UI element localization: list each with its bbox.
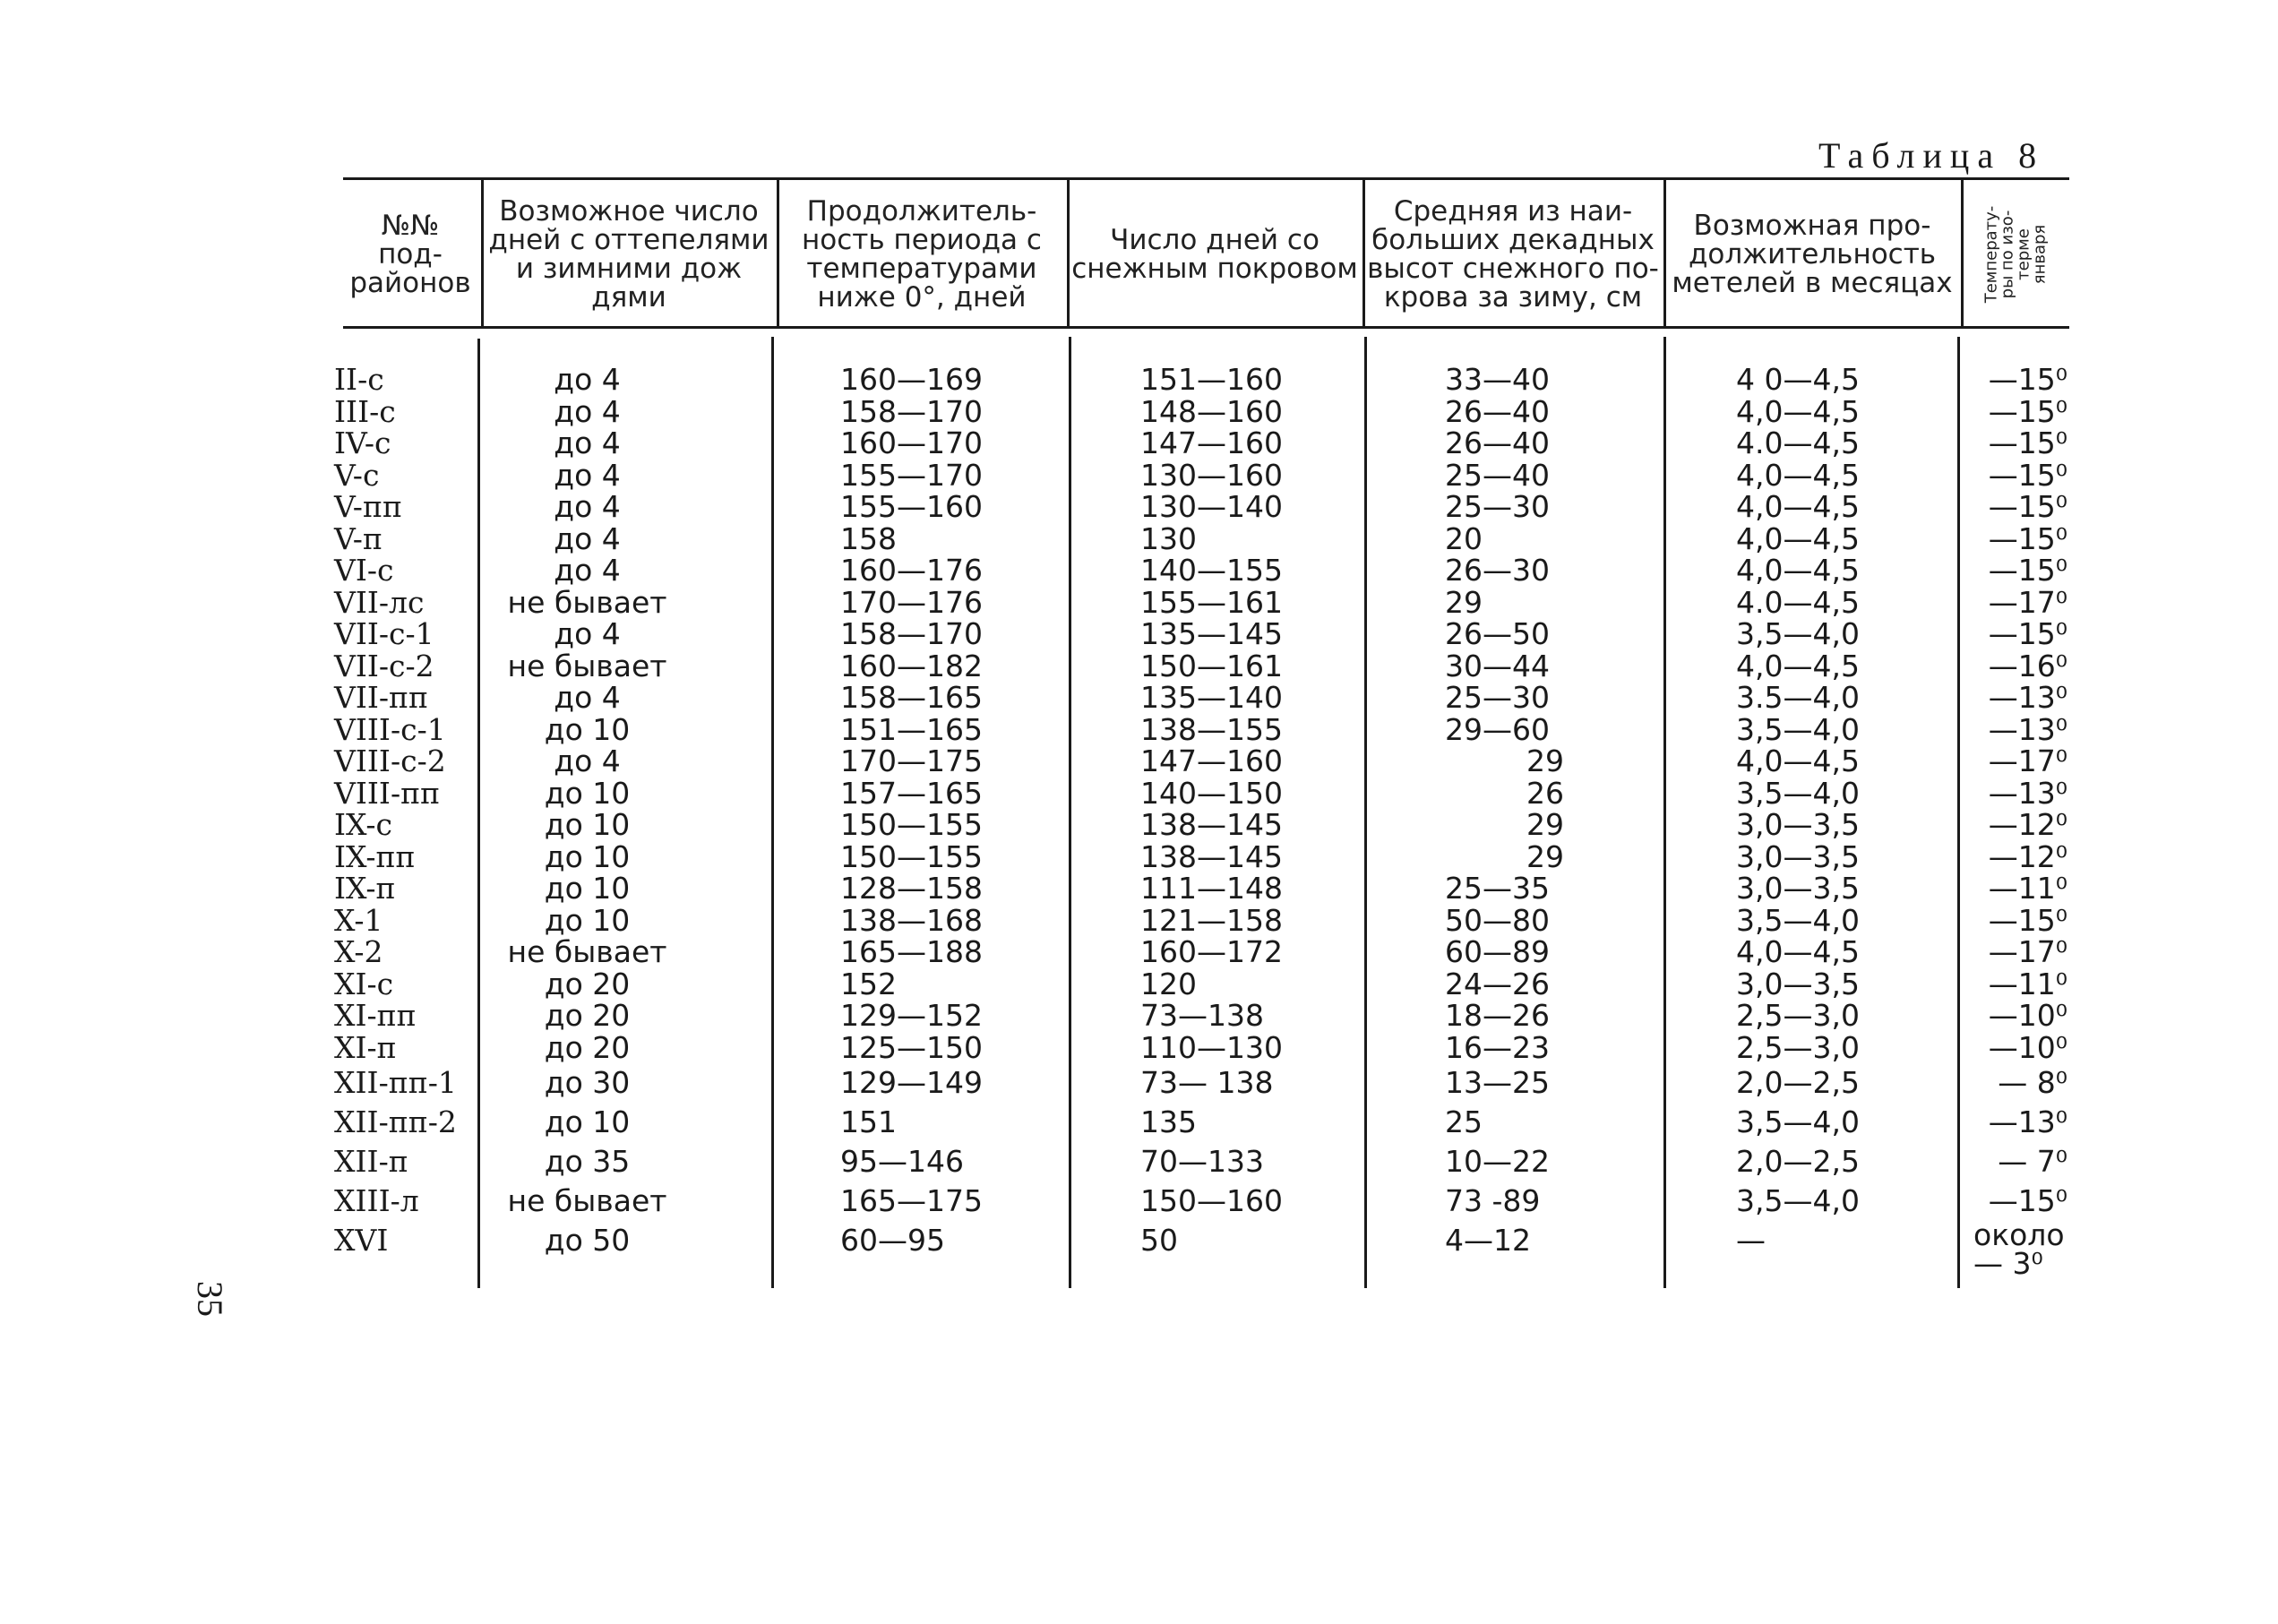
- cell-blizzard-duration: 4.0—4,5: [1736, 425, 1860, 460]
- cell-blizzard-duration: 4,0—4,5: [1736, 457, 1860, 493]
- cell-snow-height: 25—40: [1445, 457, 1550, 493]
- table-row: [334, 966, 2069, 1001]
- header-duration: Продолжитель- ность периода с температурами ниже 0°, дней: [802, 195, 1042, 314]
- cell-subdistrict: IX-п: [334, 871, 396, 906]
- table-row: [334, 902, 2069, 938]
- cell-thaw-days: до 10: [544, 838, 631, 874]
- table-row: [334, 520, 2069, 556]
- page-number: 35: [190, 1281, 230, 1317]
- cell-january-temp: — 7⁰: [1998, 1144, 2067, 1179]
- cell-subdistrict: IX-с: [334, 807, 392, 842]
- cell-thaw-days: до 10: [544, 775, 631, 811]
- cell-blizzard-duration: —: [1736, 1223, 1766, 1258]
- cell-january-temp: около — 3⁰: [1973, 1217, 2065, 1281]
- cell-snow-height: 4—12: [1445, 1223, 1531, 1258]
- cell-january-temp: — 8⁰: [1998, 1065, 2067, 1100]
- table-row: [334, 393, 2069, 429]
- cell-january-temp: —12⁰: [1988, 807, 2067, 842]
- cell-frost-duration: 138—168: [840, 902, 983, 938]
- table-row: [334, 838, 2069, 874]
- cell-snow-height: 73 -89: [1445, 1183, 1541, 1218]
- cell-snow-height: 30—44: [1445, 648, 1550, 683]
- cell-snow-cover-days: 140—150: [1140, 775, 1283, 811]
- cell-blizzard-duration: 4 0—4,5: [1736, 362, 1860, 397]
- table-row: [334, 648, 2069, 683]
- cell-subdistrict: XII-п: [334, 1144, 408, 1179]
- header-snow-days: Число дней со снежным покровом: [1071, 224, 1358, 285]
- cell-snow-cover-days: 50: [1140, 1223, 1178, 1258]
- cell-thaw-days: до 4: [554, 680, 621, 715]
- cell-snow-cover-days: 110—130: [1140, 1029, 1283, 1065]
- cell-snow-cover-days: 147—160: [1140, 425, 1283, 460]
- cell-blizzard-duration: 3,5—4,0: [1736, 711, 1860, 747]
- cell-snow-cover-days: 135—140: [1140, 680, 1283, 715]
- cell-january-temp: —17⁰: [1988, 934, 2067, 969]
- cell-frost-duration: 160—170: [840, 425, 983, 460]
- cell-frost-duration: 152: [840, 966, 897, 1001]
- cell-thaw-days: до 10: [544, 807, 631, 842]
- cell-january-temp: —15⁰: [1988, 553, 2067, 588]
- cell-snow-cover-days: 130—140: [1140, 489, 1283, 524]
- cell-snow-cover-days: 151—160: [1140, 362, 1283, 397]
- cell-snow-cover-days: 148—160: [1140, 393, 1283, 429]
- cell-snow-height: 24—26: [1445, 966, 1550, 1001]
- cell-january-temp: —15⁰: [1988, 616, 2067, 651]
- cell-thaw-days: до 4: [554, 457, 621, 493]
- cell-snow-cover-days: 111—148: [1140, 871, 1283, 906]
- cell-snow-cover-days: 121—158: [1140, 902, 1283, 938]
- cell-blizzard-duration: 3,0—3,5: [1736, 871, 1860, 906]
- cell-snow-height: 25—30: [1445, 680, 1550, 715]
- cell-subdistrict: VI-с: [334, 553, 394, 588]
- cell-snow-height: 16—23: [1445, 1029, 1550, 1065]
- table-row: [334, 1142, 2069, 1181]
- cell-january-temp: —16⁰: [1988, 648, 2067, 683]
- cell-subdistrict: XVI: [334, 1223, 389, 1258]
- cell-thaw-days: до 4: [554, 616, 621, 651]
- cell-subdistrict: XII-пп-1: [334, 1065, 457, 1100]
- table-row: [334, 362, 2069, 397]
- cell-january-temp: —12⁰: [1988, 838, 2067, 874]
- cell-january-temp: —13⁰: [1988, 711, 2067, 747]
- cell-january-temp: —13⁰: [1988, 1104, 2067, 1139]
- table-row: [334, 711, 2069, 747]
- table-row: [334, 998, 2069, 1033]
- cell-frost-duration: 158—170: [840, 616, 983, 651]
- cell-snow-cover-days: 135—145: [1140, 616, 1283, 651]
- cell-frost-duration: 155—160: [840, 489, 983, 524]
- cell-frost-duration: 125—150: [840, 1029, 983, 1065]
- cell-snow-cover-days: 150—160: [1140, 1183, 1283, 1218]
- cell-snow-cover-days: 120: [1140, 966, 1197, 1001]
- cell-january-temp: —15⁰: [1988, 393, 2067, 429]
- cell-blizzard-duration: 3,0—3,5: [1736, 966, 1860, 1001]
- cell-subdistrict: IX-пп: [334, 838, 416, 874]
- header-thaw: Возможное число дней с оттепелями и зимними дож дями: [488, 195, 769, 314]
- cell-snow-height: 29—60: [1445, 711, 1550, 747]
- header-divider: [1663, 179, 1666, 326]
- cell-thaw-days: до 10: [544, 711, 631, 747]
- cell-thaw-days: до 4: [554, 489, 621, 524]
- cell-january-temp: —13⁰: [1988, 775, 2067, 811]
- header-divider: [1961, 179, 1964, 326]
- cell-frost-duration: 150—155: [840, 807, 983, 842]
- cell-blizzard-duration: 2,5—3,0: [1736, 998, 1860, 1033]
- cell-thaw-days: до 10: [544, 1104, 631, 1139]
- header-rule: [343, 326, 2069, 329]
- cell-snow-cover-days: 150—161: [1140, 648, 1283, 683]
- cell-frost-duration: 157—165: [840, 775, 983, 811]
- cell-snow-height: 29: [1445, 584, 1483, 620]
- cell-blizzard-duration: 4,0—4,5: [1736, 393, 1860, 429]
- cell-frost-duration: 165—188: [840, 934, 983, 969]
- header-divider: [1067, 179, 1070, 326]
- cell-blizzard-duration: 3,0—3,5: [1736, 838, 1860, 874]
- cell-blizzard-duration: 3,0—3,5: [1736, 807, 1860, 842]
- cell-thaw-days: до 30: [544, 1065, 631, 1100]
- cell-subdistrict: X-1: [334, 902, 383, 938]
- cell-frost-duration: 128—158: [840, 871, 983, 906]
- cell-snow-height: 25: [1445, 1104, 1483, 1139]
- table-row: [334, 584, 2069, 620]
- cell-frost-duration: 158—170: [840, 393, 983, 429]
- cell-blizzard-duration: 3,5—4,0: [1736, 775, 1860, 811]
- cell-snow-height: 25—30: [1445, 489, 1550, 524]
- header-snow-height: Средняя из наи- больших декадных высот снежного по- крова за зиму, см: [1367, 195, 1659, 314]
- header-temperature: [1964, 185, 2067, 324]
- cell-frost-duration: 165—175: [840, 1183, 983, 1218]
- table-row: [334, 743, 2069, 778]
- cell-frost-duration: 158: [840, 520, 897, 556]
- cell-snow-height: 50—80: [1445, 902, 1550, 938]
- cell-snow-cover-days: 70—133: [1140, 1144, 1264, 1179]
- cell-thaw-days: не бывает: [507, 584, 667, 620]
- cell-snow-height: 33—40: [1445, 362, 1550, 397]
- cell-snow-height: 29: [1526, 807, 1564, 842]
- table-row: [334, 1029, 2069, 1065]
- cell-subdistrict: XI-п: [334, 1029, 397, 1065]
- cell-thaw-days: до 4: [554, 393, 621, 429]
- cell-subdistrict: VIII-пп: [334, 775, 441, 811]
- cell-thaw-days: до 10: [544, 902, 631, 938]
- cell-blizzard-duration: 4.0—4,5: [1736, 584, 1860, 620]
- cell-frost-duration: 170—175: [840, 743, 983, 778]
- cell-snow-height: 25—35: [1445, 871, 1550, 906]
- cell-thaw-days: до 4: [554, 425, 621, 460]
- cell-blizzard-duration: 4,0—4,5: [1736, 553, 1860, 588]
- cell-blizzard-duration: 4,0—4,5: [1736, 934, 1860, 969]
- cell-snow-height: 20: [1445, 520, 1483, 556]
- cell-thaw-days: не бывает: [507, 648, 667, 683]
- cell-snow-cover-days: 138—155: [1140, 711, 1283, 747]
- cell-blizzard-duration: 2,5—3,0: [1736, 1029, 1860, 1065]
- cell-snow-cover-days: 135: [1140, 1104, 1197, 1139]
- cell-january-temp: —11⁰: [1988, 871, 2067, 906]
- cell-snow-height: 26—50: [1445, 616, 1550, 651]
- cell-subdistrict: XII-пп-2: [334, 1104, 457, 1139]
- cell-thaw-days: до 4: [554, 743, 621, 778]
- header-divider: [1363, 179, 1365, 326]
- cell-snow-height: 26—30: [1445, 553, 1550, 588]
- cell-subdistrict: X-2: [334, 934, 383, 969]
- header-divider: [481, 179, 484, 326]
- cell-snow-cover-days: 73— 138: [1140, 1065, 1274, 1100]
- cell-snow-height: 10—22: [1445, 1144, 1550, 1179]
- cell-january-temp: —15⁰: [1988, 489, 2067, 524]
- header-divider: [777, 179, 779, 326]
- cell-frost-duration: 170—176: [840, 584, 983, 620]
- cell-snow-height: 29: [1526, 743, 1564, 778]
- cell-subdistrict: XIII-л: [334, 1183, 419, 1218]
- cell-thaw-days: до 35: [544, 1144, 631, 1179]
- table-row: [334, 680, 2069, 715]
- cell-snow-cover-days: 138—145: [1140, 807, 1283, 842]
- cell-frost-duration: 151—165: [840, 711, 983, 747]
- cell-frost-duration: 129—152: [840, 998, 983, 1033]
- cell-snow-cover-days: 160—172: [1140, 934, 1283, 969]
- cell-january-temp: —15⁰: [1988, 902, 2067, 938]
- cell-subdistrict: V-пп: [334, 489, 402, 524]
- cell-blizzard-duration: 3,5—4,0: [1736, 902, 1860, 938]
- cell-january-temp: —15⁰: [1988, 520, 2067, 556]
- cell-blizzard-duration: 3,5—4,0: [1736, 1183, 1860, 1218]
- cell-frost-duration: 95—146: [840, 1144, 964, 1179]
- cell-snow-cover-days: 155—161: [1140, 584, 1283, 620]
- cell-blizzard-duration: 4,0—4,5: [1736, 743, 1860, 778]
- cell-blizzard-duration: 3,5—4,0: [1736, 1104, 1860, 1139]
- cell-frost-duration: 160—169: [840, 362, 983, 397]
- cell-january-temp: —15⁰: [1988, 1183, 2067, 1218]
- header-temperature-text: Температу- ры по изо- терме января: [1981, 205, 2050, 304]
- table-row: [334, 616, 2069, 651]
- cell-subdistrict: II-с: [334, 362, 384, 397]
- cell-blizzard-duration: 4,0—4,5: [1736, 489, 1860, 524]
- cell-blizzard-duration: 2,0—2,5: [1736, 1065, 1860, 1100]
- cell-subdistrict: XI-пп: [334, 998, 417, 1033]
- cell-blizzard-duration: 3,5—4,0: [1736, 616, 1860, 651]
- table-row: [334, 1181, 2069, 1221]
- cell-snow-height: 18—26: [1445, 998, 1550, 1033]
- cell-thaw-days: до 4: [554, 362, 621, 397]
- cell-thaw-days: до 20: [544, 998, 631, 1033]
- cell-blizzard-duration: 3.5—4,0: [1736, 680, 1860, 715]
- cell-january-temp: —17⁰: [1988, 743, 2067, 778]
- cell-subdistrict: VII-с-2: [334, 648, 434, 683]
- table-row: [334, 775, 2069, 811]
- cell-thaw-days: до 20: [544, 1029, 631, 1065]
- header-num: №№ под- районов: [349, 210, 471, 299]
- cell-thaw-days: до 50: [544, 1223, 631, 1258]
- table-row: [334, 553, 2069, 588]
- table-row: [334, 1063, 2069, 1103]
- cell-snow-height: 26—40: [1445, 393, 1550, 429]
- table-row: [334, 807, 2069, 842]
- cell-subdistrict: VII-лс: [334, 584, 425, 620]
- cell-frost-duration: 60—95: [840, 1223, 945, 1258]
- cell-snow-cover-days: 147—160: [1140, 743, 1283, 778]
- cell-january-temp: —13⁰: [1988, 680, 2067, 715]
- cell-thaw-days: до 10: [544, 871, 631, 906]
- table-body: [334, 362, 2069, 1281]
- cell-subdistrict: IV-с: [334, 425, 391, 460]
- cell-january-temp: —15⁰: [1988, 457, 2067, 493]
- table-row: [334, 425, 2069, 460]
- table-row: [334, 871, 2069, 906]
- cell-thaw-days: до 4: [554, 553, 621, 588]
- cell-snow-cover-days: 140—155: [1140, 553, 1283, 588]
- table-caption: Таблица 8: [1818, 135, 2045, 176]
- table-row: [334, 489, 2069, 524]
- cell-snow-cover-days: 138—145: [1140, 838, 1283, 874]
- cell-subdistrict: XI-с: [334, 966, 394, 1001]
- cell-blizzard-duration: 2,0—2,5: [1736, 1144, 1860, 1179]
- cell-blizzard-duration: 4,0—4,5: [1736, 648, 1860, 683]
- cell-snow-height: 60—89: [1445, 934, 1550, 969]
- cell-thaw-days: не бывает: [507, 934, 667, 969]
- cell-snow-height: 13—25: [1445, 1065, 1550, 1100]
- cell-snow-cover-days: 73—138: [1140, 998, 1264, 1033]
- cell-january-temp: —10⁰: [1988, 998, 2067, 1033]
- cell-subdistrict: V-п: [334, 520, 383, 556]
- cell-january-temp: —15⁰: [1988, 362, 2067, 397]
- table-row: [334, 1217, 2069, 1281]
- cell-snow-height: 26: [1526, 775, 1564, 811]
- cell-january-temp: —15⁰: [1988, 425, 2067, 460]
- cell-january-temp: —11⁰: [1988, 966, 2067, 1001]
- cell-subdistrict: III-с: [334, 393, 396, 429]
- cell-frost-duration: 160—176: [840, 553, 983, 588]
- table-top-rule: [343, 177, 2069, 180]
- cell-thaw-days: до 4: [554, 520, 621, 556]
- cell-snow-height: 29: [1526, 838, 1564, 874]
- cell-frost-duration: 150—155: [840, 838, 983, 874]
- cell-subdistrict: VIII-с-2: [334, 743, 446, 778]
- cell-subdistrict: V-с: [334, 457, 380, 493]
- cell-subdistrict: VIII-с-1: [334, 711, 446, 747]
- header-blizzard: Возможная про- должительность метелей в месяцах: [1672, 210, 1953, 299]
- cell-frost-duration: 155—170: [840, 457, 983, 493]
- cell-blizzard-duration: 4,0—4,5: [1736, 520, 1860, 556]
- cell-frost-duration: 129—149: [840, 1065, 983, 1100]
- table-row: [334, 1103, 2069, 1142]
- cell-thaw-days: до 20: [544, 966, 631, 1001]
- table-row: [334, 934, 2069, 969]
- cell-january-temp: —10⁰: [1988, 1029, 2067, 1065]
- cell-snow-height: 26—40: [1445, 425, 1550, 460]
- cell-thaw-days: не бывает: [507, 1183, 667, 1218]
- table-row: [334, 457, 2069, 493]
- cell-snow-cover-days: 130—160: [1140, 457, 1283, 493]
- cell-subdistrict: VII-с-1: [334, 616, 434, 651]
- cell-subdistrict: VII-пп: [334, 680, 429, 715]
- cell-january-temp: —17⁰: [1988, 584, 2067, 620]
- cell-frost-duration: 160—182: [840, 648, 983, 683]
- cell-frost-duration: 158—165: [840, 680, 983, 715]
- cell-frost-duration: 151: [840, 1104, 897, 1139]
- cell-snow-cover-days: 130: [1140, 520, 1197, 556]
